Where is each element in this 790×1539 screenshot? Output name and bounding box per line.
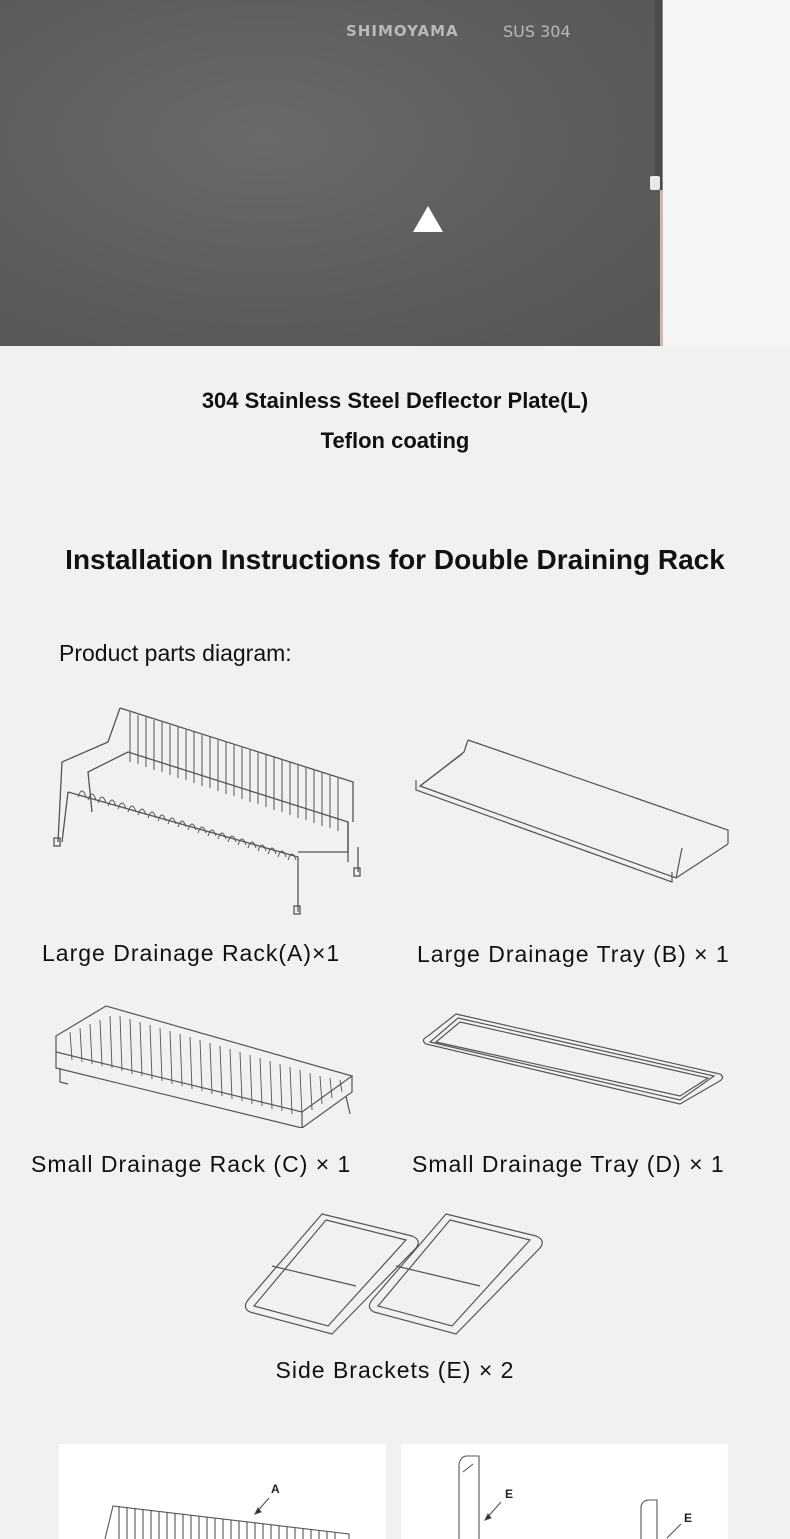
- steel-grade: SUS 304: [503, 22, 571, 41]
- callout-a: A: [271, 1482, 280, 1496]
- step-panel-1: [59, 1444, 386, 1539]
- large-tray-drawing: [412, 738, 734, 888]
- caption-line-2: Teflon coating: [320, 428, 470, 453]
- triangle-up-icon: [413, 206, 443, 232]
- part-label-b: Large Drainage Tray (B) × 1: [417, 941, 730, 967]
- step-panel-2: [401, 1444, 728, 1539]
- callout-e-2: E: [684, 1511, 693, 1525]
- brand-logo: SHIMOYAMA: [346, 22, 459, 40]
- part-label-d: Small Drainage Tray (D) × 1: [412, 1151, 725, 1177]
- callout-e-1: E: [505, 1487, 514, 1501]
- large-rack-drawing: [48, 702, 364, 918]
- section-title: Installation Instructions for Double Draining Rack: [65, 544, 725, 575]
- part-label-e: Side Brackets (E) × 2: [275, 1357, 515, 1383]
- side-brackets-drawing: [240, 1206, 550, 1336]
- section-subtitle: Product parts diagram:: [59, 640, 292, 666]
- part-label-c: Small Drainage Rack (C) × 1: [31, 1151, 352, 1177]
- plate-edge: [655, 0, 663, 190]
- small-rack-drawing: [50, 992, 362, 1128]
- part-label-a: Large Drainage Rack(A)×1: [42, 940, 341, 966]
- deflector-plate: [0, 0, 660, 346]
- small-tray-drawing: [418, 1010, 728, 1110]
- hero-product-photo: [0, 0, 790, 346]
- bracket-1: [245, 1214, 418, 1334]
- caption-line-1: 304 Stainless Steel Deflector Plate(L): [201, 388, 589, 413]
- plate-clip: [650, 176, 660, 190]
